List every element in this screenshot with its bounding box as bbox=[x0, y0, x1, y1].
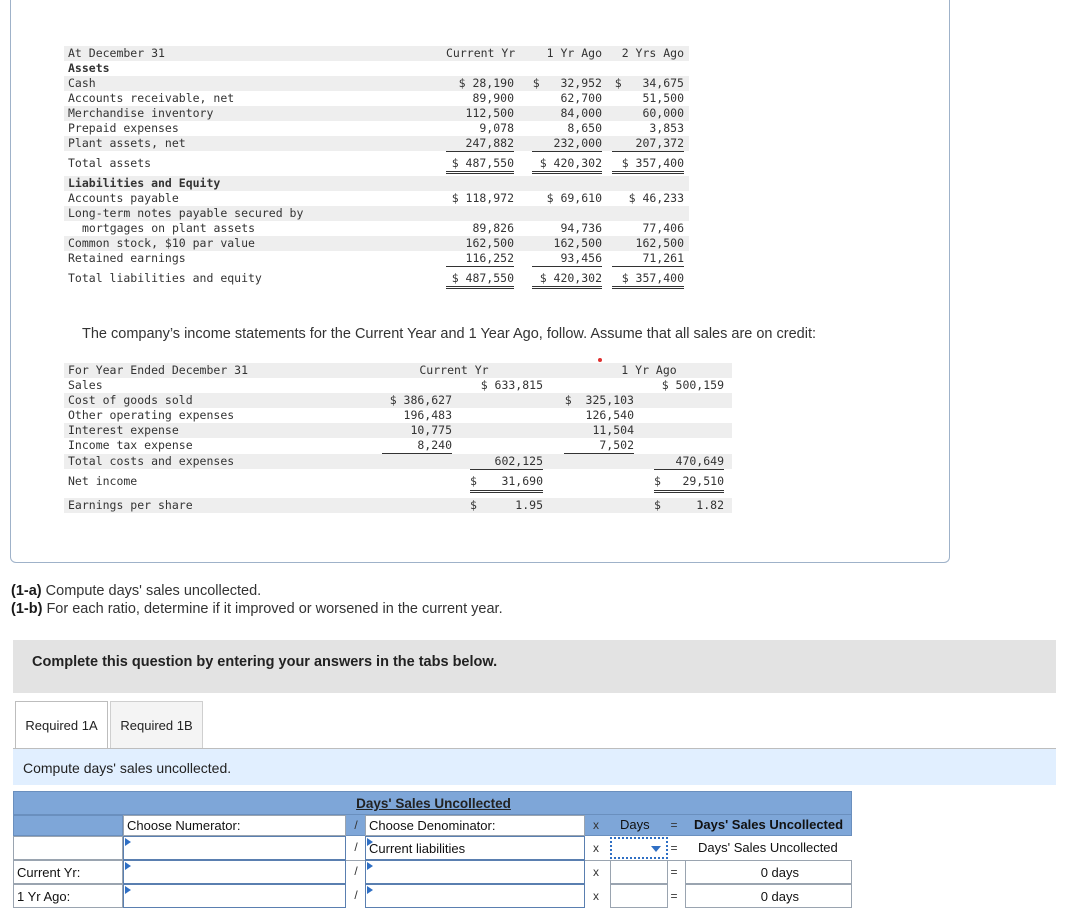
days-input-current[interactable] bbox=[610, 860, 668, 884]
row-label-current: Current Yr: bbox=[17, 865, 81, 880]
denominator-header: Choose Denominator: bbox=[369, 818, 496, 833]
table-title: Days' Sales Uncollected bbox=[356, 796, 511, 811]
bs-header-label: At December 31 bbox=[68, 46, 165, 60]
bs-ltn-c1: 89,826 bbox=[472, 221, 514, 235]
bs-cash-c1: $ 28,190 bbox=[458, 76, 514, 90]
bs-row-ltn-1 bbox=[64, 206, 689, 221]
tab-instruction-bar bbox=[13, 749, 1056, 785]
is-sales-prior: $ 500,159 bbox=[661, 378, 724, 392]
tab-instruction-text: Compute days' sales uncollected. bbox=[23, 760, 232, 776]
bs-row-inv bbox=[64, 106, 689, 121]
bs-plant-c3: 207,372 bbox=[612, 136, 684, 152]
instructions-text: Complete this question by entering your answers in the tabs below. bbox=[32, 654, 498, 670]
bs-ar-c2: 62,700 bbox=[560, 91, 602, 105]
bs-ltn-label-1: Long-term notes payable secured by bbox=[68, 206, 304, 220]
is-header-cur: Current Yr bbox=[419, 363, 489, 377]
bs-liab-label: Liabilities and Equity bbox=[68, 176, 221, 190]
tab-required-1b[interactable]: Required 1B bbox=[110, 701, 203, 748]
question-1a bbox=[11, 583, 261, 599]
denominator-input-prior[interactable] bbox=[365, 884, 585, 908]
is-tce-cur: 602,125 bbox=[470, 454, 543, 470]
days-dropdown[interactable] bbox=[610, 837, 668, 859]
dropdown-indicator-icon bbox=[367, 886, 373, 894]
income-intro-text: The company’s income statements for the Current Year and 1 Year Ago, follow. Assume that all sales are on credit: bbox=[82, 326, 817, 342]
days-input-prior[interactable] bbox=[610, 884, 668, 908]
is-tax-prior: 7,502 bbox=[564, 438, 634, 454]
is-cogs-label: Cost of goods sold bbox=[68, 393, 193, 407]
is-sales-cur: $ 633,815 bbox=[480, 378, 543, 392]
is-cogs-prior: $ 325,103 bbox=[564, 393, 634, 407]
bs-row-plant bbox=[64, 136, 689, 151]
bs-cash-c2: $ 32,952 bbox=[532, 76, 602, 90]
is-ni-prior: 29,510 bbox=[682, 474, 724, 488]
is-tax-label: Income tax expense bbox=[68, 438, 193, 452]
bs-plant-c2: 232,000 bbox=[532, 136, 602, 152]
is-row-tax bbox=[64, 438, 732, 453]
bs-tle-c2: $ 420,302 bbox=[532, 271, 602, 289]
bs-row-prepaid bbox=[64, 121, 689, 136]
bs-tle-c1: $ 487,550 bbox=[446, 271, 514, 289]
red-dot-marker bbox=[598, 358, 602, 362]
numerator-input-current[interactable] bbox=[123, 860, 346, 884]
question-1a-tag: (1-a) bbox=[11, 583, 42, 599]
bs-plant-c1: 247,882 bbox=[446, 136, 514, 152]
bs-tle-label: Total liabilities and equity bbox=[68, 271, 262, 285]
bs-ltn-c2: 94,736 bbox=[560, 221, 602, 235]
bs-inv-c2: 84,000 bbox=[560, 106, 602, 120]
row-label-prior-cell bbox=[13, 884, 123, 908]
dropdown-indicator-icon bbox=[367, 862, 373, 870]
result-prior-cell bbox=[685, 884, 852, 908]
is-int-cur: 10,775 bbox=[410, 423, 452, 437]
bs-cs-c3: 162,500 bbox=[635, 236, 684, 250]
bs-total-assets-c2: $ 420,302 bbox=[532, 156, 602, 174]
bs-liab-heading bbox=[64, 176, 689, 191]
question-1b-tag: (1-b) bbox=[11, 601, 43, 617]
bs-inv-label: Merchandise inventory bbox=[68, 106, 214, 120]
is-eps-prior: 1.82 bbox=[696, 498, 724, 512]
tab-required-1a[interactable]: Required 1A bbox=[15, 701, 108, 748]
bs-row-tle bbox=[64, 271, 689, 286]
is-eps-cur-sym: $ bbox=[470, 498, 477, 512]
bs-header-c1: Current Yr bbox=[446, 46, 516, 60]
is-tce-label: Total costs and expenses bbox=[68, 454, 235, 468]
bs-ar-c3: 51,500 bbox=[642, 91, 684, 105]
is-ni-prior-sym: $ bbox=[654, 474, 661, 488]
is-sales-label: Sales bbox=[68, 378, 103, 392]
bs-prepaid-c1: 9,078 bbox=[479, 121, 514, 135]
bs-header-c3: 2 Yrs Ago bbox=[621, 46, 684, 60]
bs-re-c3: 71,261 bbox=[612, 251, 684, 267]
bs-row-ar bbox=[64, 91, 689, 106]
bs-row-cs bbox=[64, 236, 689, 251]
bs-cash-c3: $ 34,675 bbox=[614, 76, 684, 90]
bs-assets-label: Assets bbox=[68, 61, 110, 75]
income-statement bbox=[64, 363, 732, 513]
numerator-header-cell bbox=[123, 815, 346, 836]
is-eps-label: Earnings per share bbox=[68, 498, 193, 512]
dropdown-indicator-icon bbox=[125, 838, 131, 846]
is-int-label: Interest expense bbox=[68, 423, 179, 437]
bs-header-row bbox=[64, 46, 689, 61]
bs-ap-c3: $ 46,233 bbox=[628, 191, 684, 205]
bs-row-ap bbox=[64, 191, 689, 206]
bs-ar-label: Accounts receivable, net bbox=[68, 91, 235, 105]
is-int-prior: 11,504 bbox=[592, 423, 634, 437]
question-1a-text: Compute days' sales uncollected. bbox=[41, 583, 262, 599]
is-row-sales bbox=[64, 378, 732, 393]
is-row-ni bbox=[64, 474, 732, 489]
denominator-select-row0[interactable] bbox=[365, 836, 585, 860]
bs-cash-label: Cash bbox=[68, 76, 96, 90]
bs-ltn-c3: 77,406 bbox=[642, 221, 684, 235]
is-ooe-prior: 126,540 bbox=[585, 408, 634, 422]
row-label-current-cell bbox=[13, 860, 123, 884]
is-ooe-cur: 196,483 bbox=[403, 408, 452, 422]
bs-cs-c1: 162,500 bbox=[465, 236, 514, 250]
dropdown-indicator-icon bbox=[125, 886, 131, 894]
is-row-cogs bbox=[64, 393, 732, 408]
is-row-ooe bbox=[64, 408, 732, 423]
denominator-header-cell bbox=[365, 815, 585, 836]
chevron-down-icon bbox=[651, 846, 661, 852]
bs-prepaid-c2: 8,650 bbox=[567, 121, 602, 135]
is-tax-cur: 8,240 bbox=[382, 438, 452, 454]
result-label-row0: Days' Sales Uncollected bbox=[698, 840, 838, 855]
bs-cs-c2: 162,500 bbox=[553, 236, 602, 250]
result-prior: 0 days bbox=[760, 889, 799, 904]
numerator-header: Choose Numerator: bbox=[127, 818, 241, 833]
result-header: Days' Sales Uncollected bbox=[694, 817, 844, 832]
is-eps-cur: 1.95 bbox=[515, 498, 543, 512]
bs-inv-c1: 112,500 bbox=[465, 106, 514, 120]
bs-plant-label: Plant assets, net bbox=[68, 136, 186, 150]
bs-total-assets-label: Total assets bbox=[68, 156, 152, 170]
instructions-banner bbox=[13, 640, 1056, 693]
bs-re-label: Retained earnings bbox=[68, 251, 186, 265]
bs-header-c2: 1 Yr Ago bbox=[546, 46, 602, 60]
is-row-int bbox=[64, 423, 732, 438]
bs-ar-c1: 89,900 bbox=[472, 91, 514, 105]
question-1b bbox=[11, 601, 503, 617]
bs-ap-label: Accounts payable bbox=[68, 191, 179, 205]
is-cogs-cur: $ 386,627 bbox=[389, 393, 452, 407]
bs-total-assets-c1: $ 487,550 bbox=[446, 156, 514, 174]
divide-header: / bbox=[354, 818, 358, 832]
bs-prepaid-label: Prepaid expenses bbox=[68, 121, 179, 135]
row-label-prior: 1 Yr Ago: bbox=[17, 889, 71, 904]
is-ooe-label: Other operating expenses bbox=[68, 408, 235, 422]
is-ni-label: Net income bbox=[68, 474, 138, 488]
numerator-input-prior[interactable] bbox=[123, 884, 346, 908]
is-eps-prior-sym: $ bbox=[654, 498, 661, 512]
equals-header: = bbox=[670, 818, 678, 832]
bs-assets-heading bbox=[64, 61, 689, 76]
bs-row-ltn-2 bbox=[64, 221, 689, 236]
bs-ap-c1: $ 118,972 bbox=[451, 191, 514, 205]
times-header: x bbox=[593, 818, 599, 832]
bs-re-c2: 93,456 bbox=[532, 251, 602, 267]
is-tce-prior: 470,649 bbox=[654, 454, 724, 470]
bs-total-assets-c3: $ 357,400 bbox=[612, 156, 684, 174]
bs-ap-c2: $ 69,610 bbox=[546, 191, 602, 205]
dropdown-indicator-icon bbox=[125, 862, 131, 870]
bs-prepaid-c3: 3,853 bbox=[649, 121, 684, 135]
bs-tle-c3: $ 357,400 bbox=[612, 271, 684, 289]
bs-cs-label: Common stock, $10 par value bbox=[68, 236, 255, 250]
is-header-prior: 1 Yr Ago bbox=[621, 363, 677, 377]
result-current: 0 days bbox=[760, 865, 799, 880]
question-1b-text: For each ratio, determine if it improved or worsened in the current year. bbox=[42, 601, 503, 617]
is-ni-cur-sym: $ bbox=[470, 474, 477, 488]
bs-ltn-label-2: mortgages on plant assets bbox=[82, 221, 256, 235]
is-row-tce bbox=[64, 454, 732, 469]
result-current-cell bbox=[685, 860, 852, 884]
is-ni-cur: 31,690 bbox=[501, 474, 543, 488]
denominator-input-current[interactable] bbox=[365, 860, 585, 884]
table-title-bar bbox=[13, 791, 852, 815]
days-header: Days bbox=[620, 817, 650, 832]
numerator-select-row0[interactable] bbox=[123, 836, 346, 860]
is-header-label: For Year Ended December 31 bbox=[68, 363, 249, 377]
bs-cash-values bbox=[64, 76, 689, 91]
bs-inv-c3: 60,000 bbox=[642, 106, 684, 120]
bs-row-total-assets bbox=[64, 156, 689, 171]
bs-row-re bbox=[64, 251, 689, 266]
denominator-value-row0: Current liabilities bbox=[369, 841, 466, 856]
bs-re-c1: 116,252 bbox=[446, 251, 514, 267]
is-row-eps bbox=[64, 498, 732, 513]
days-sales-uncollected-table: Days' Sales Uncollected Choose Numerator: / Choose Denominator: x Days = Days' Sales Uncollected / Current liabilities x = Days' Sales Uncollected Current Yr: / x = 0 days 1 Yr Ago: / x = 0 days bbox=[13, 791, 852, 908]
is-header-row bbox=[64, 363, 732, 378]
